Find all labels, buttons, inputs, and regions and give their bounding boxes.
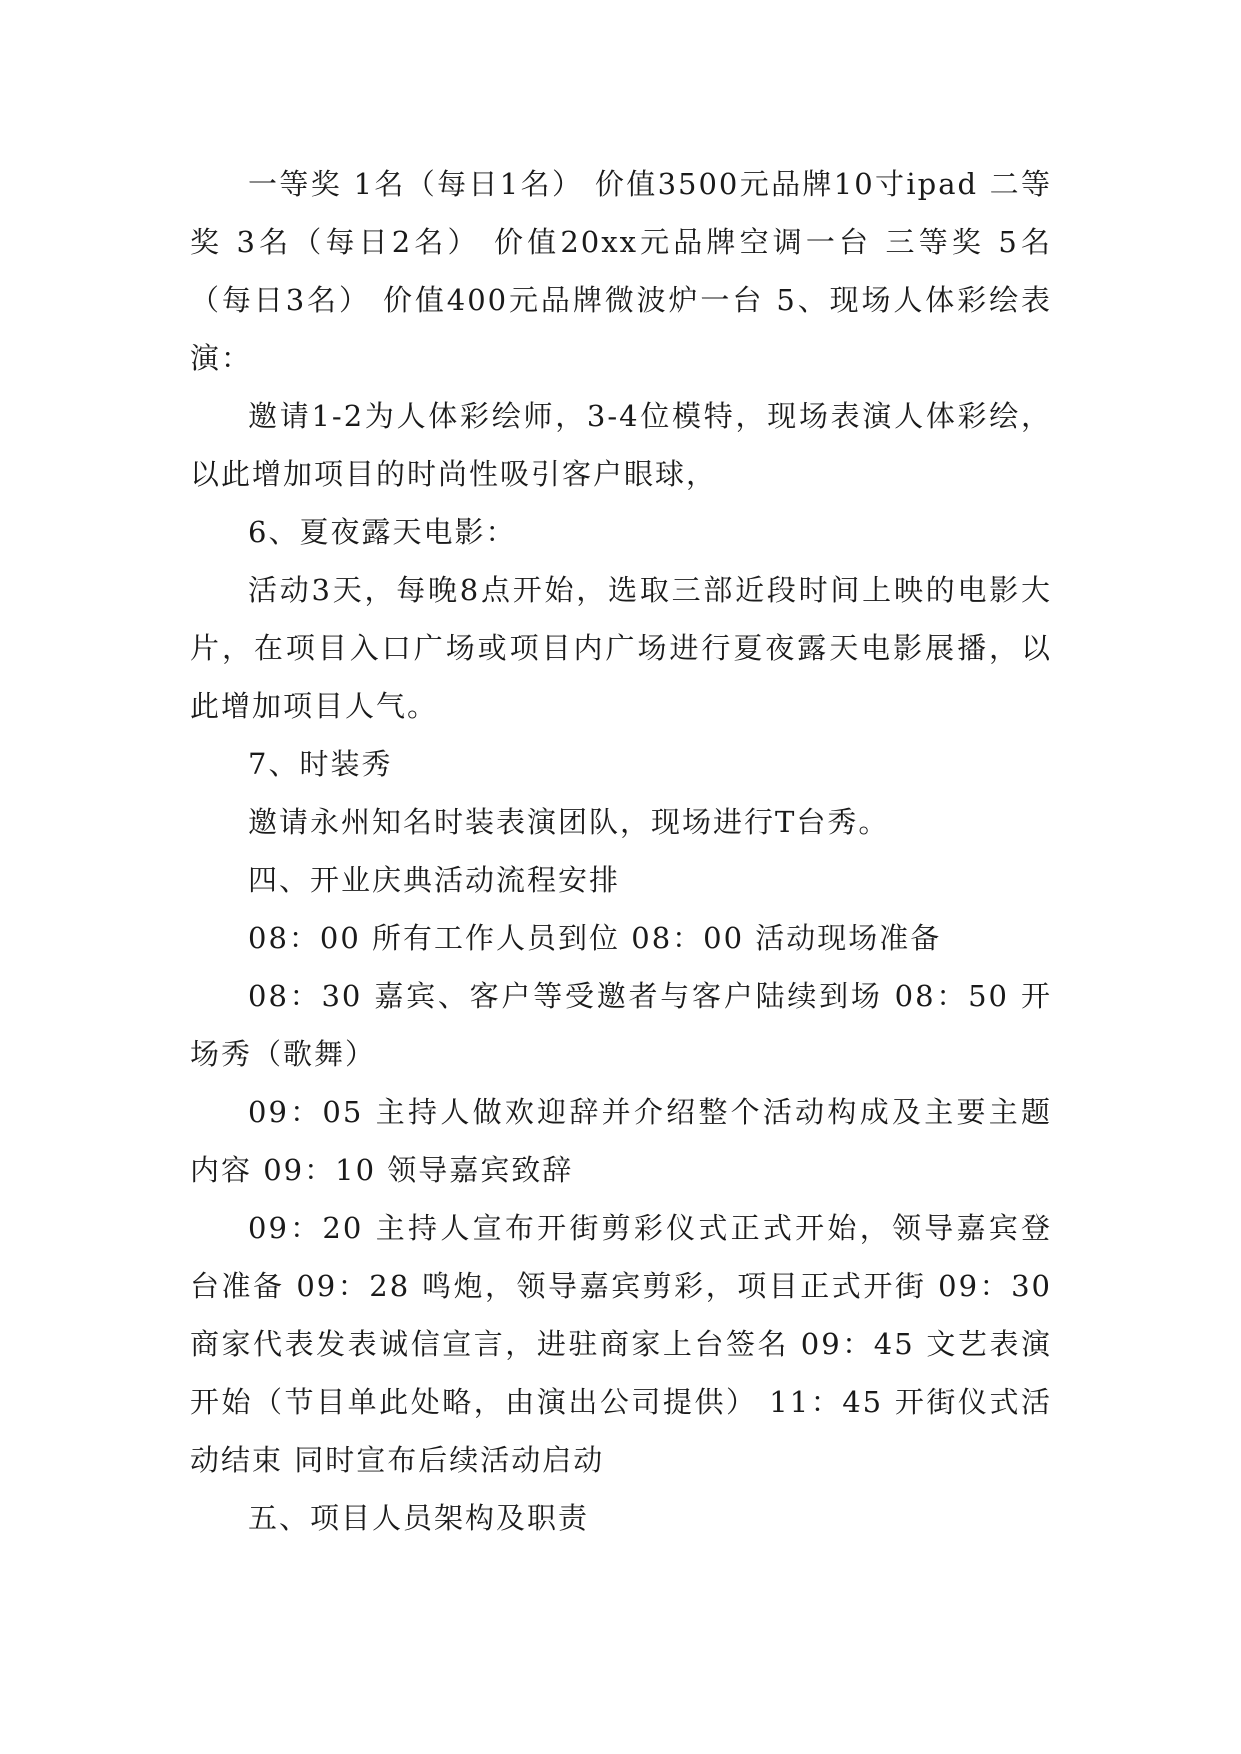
schedule-item-0920: 09：20 主持人宣布开街剪彩仪式正式开始，领导嘉宾登台准备 09：28 鸣炮，领导嘉宾剪彩，项目正式开街 09：30 商家代表发表诚信宣言，进驻商家上台签名 09：45 文艺表演开始（节目单此处略，由演出公司提供） 11：45 开街仪式活动结束 同时宣布后续活动启动 (190, 1211, 1052, 1477)
document-body (190, 155, 1052, 1547)
heading-outdoor-movie: 6、夏夜露天电影： (248, 515, 517, 549)
heading-fashion-show: 7、时装秀 (248, 747, 393, 781)
heading-staff-structure: 五、项目人员架构及职责 (248, 1501, 590, 1535)
schedule-item-0830: 08：30 嘉宾、客户等受邀者与客户陆续到场 08：50 开场秀（歌舞） (190, 979, 1052, 1071)
paragraph-outdoor-movie: 活动3天，每晚8点开始，选取三部近段时间上映的电影大片，在项目入口广场或项目内广场进行夏夜露天电影展播，以此增加项目人气。 (190, 573, 1052, 723)
schedule-item-0800: 08：00 所有工作人员到位 08：00 活动现场准备 (248, 921, 942, 955)
paragraph-body-painting: 邀请1-2为人体彩绘师，3-4位模特，现场表演人体彩绘，以此增加项目的时尚性吸引客户眼球， (190, 399, 1052, 491)
paragraph-fashion-show: 邀请永州知名时装表演团队，现场进行T台秀。 (248, 805, 890, 839)
heading-schedule: 四、开业庆典活动流程安排 (248, 863, 621, 897)
paragraph-prizes: 一等奖 1名（每日1名） 价值3500元品牌10寸ipad 二等奖 3名（每日2名） 价值20xx元品牌空调一台 三等奖 5名（每日3名） 价值400元品牌微波炉一台 5、现场人体彩绘表演： (190, 167, 1052, 375)
schedule-item-0905: 09：05 主持人做欢迎辞并介绍整个活动构成及主要主题内容 09：10 领导嘉宾致辞 (190, 1095, 1052, 1187)
